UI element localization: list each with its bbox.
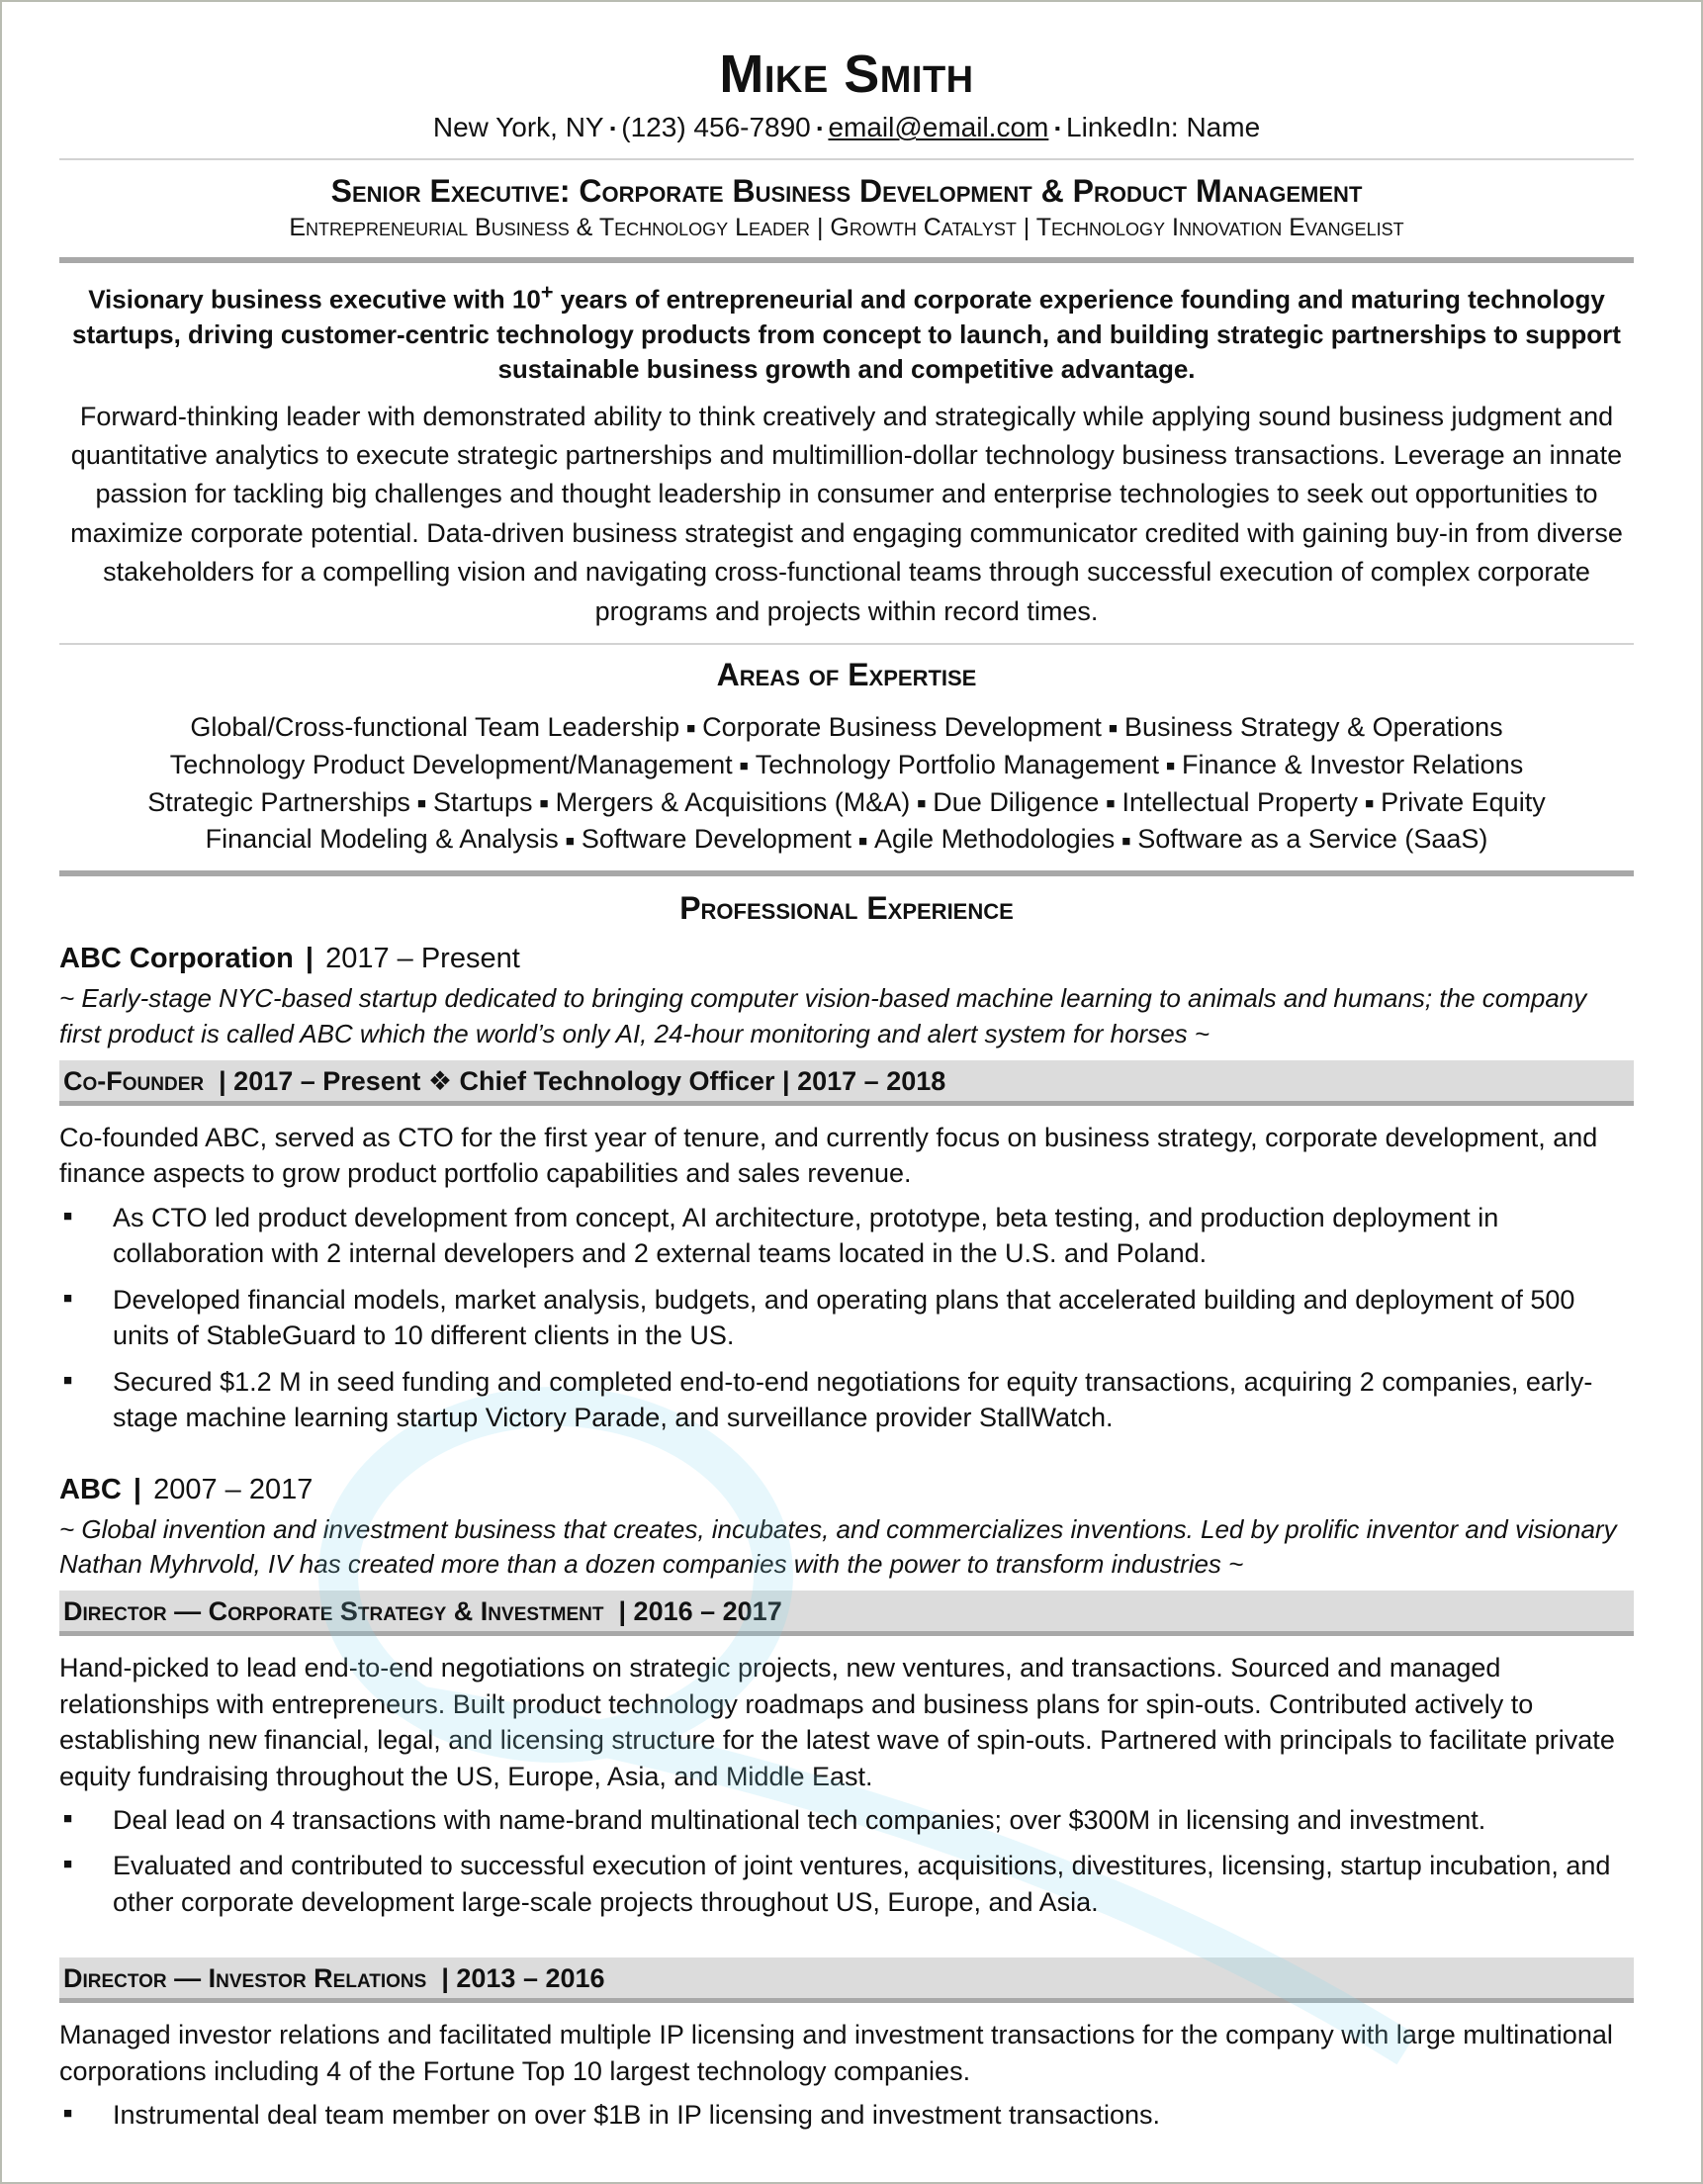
expertise-row (59, 821, 1634, 859)
expertise-item: Financial Modeling & Analysis (205, 824, 559, 855)
expertise-list (59, 709, 1634, 859)
summary-bold-post: years of entrepreneurial and corporate experience founding and maturing technology startups, driving customer-centric technology products from concept to launch, and building strategic partnerships to support sustainable business growth and competitive advantage. (72, 284, 1621, 385)
expertise-item: Startups (432, 786, 533, 817)
separator-square-icon: ■ (686, 720, 696, 738)
expertise-item: Finance & Investor Relations (1182, 749, 1524, 779)
expertise-row (59, 747, 1634, 784)
expertise-item: Private Equity (1381, 786, 1546, 817)
company-name: ABC Corporation (59, 943, 294, 975)
company-heading: ABC Corporation | 2017 – Present (59, 943, 520, 975)
list-item (59, 1364, 1634, 1436)
summary-bold (59, 277, 1634, 388)
contact-separator: ▪ (816, 120, 823, 137)
company-name: ABC (59, 1473, 122, 1505)
list-item (59, 2097, 1634, 2133)
summary-bold-sup: + (540, 278, 554, 304)
bullet-square-icon: ■ (63, 1371, 73, 1389)
headline: Senior Executive: Corporate Business Development & Product Management (330, 172, 1363, 209)
expertise-item: Agile Methodologies (874, 824, 1116, 855)
separator-square-icon: ■ (1108, 720, 1118, 738)
separator-square-icon: ■ (917, 795, 927, 813)
bullet-text: Evaluated and contributed to successful execution of joint ventures, acquisitions, divestitures, licensing, startup incubation, and other corporate development large-scale projects throughout US, Europe, and Asia. (113, 1851, 1611, 1917)
separator-square-icon: ■ (565, 832, 575, 850)
separator-square-icon: ■ (1365, 795, 1375, 813)
divider-thick (59, 257, 1634, 263)
expertise-item: Due Diligence (933, 786, 1100, 817)
separator-square-icon: ■ (539, 795, 549, 813)
list-item (59, 1802, 1634, 1838)
section-title-experience: Professional Experience (679, 890, 1014, 927)
bullet-text: Instrumental deal team member on over $1B in IP licensing and investment transactions. (113, 2100, 1161, 2131)
expertise-item: Technology Product Development/Management (169, 749, 733, 779)
role-bar (59, 1591, 1634, 1636)
role-paragraph: Hand-picked to lead end-to-end negotiations on strategic projects, new ventures, and transactions. Sourced and managed relationships with entrepreneurs. Built product technology roadmaps and business plans for spin-outs. Contributed actively to establishing new financial, legal, and licensing structure for the latest wave of spin-outs. Partnered with principals to facilitate private equity fundraising throughout the US, Europe, Asia, and Middle East. (59, 1653, 1615, 1791)
list-item (59, 1848, 1634, 1920)
separator-square-icon: ■ (1106, 795, 1116, 813)
company-description: ~ Early-stage NYC-based startup dedicated to bringing computer vision-based machine learning to animals and humans; the company first product is called ABC which the world’s only AI, 24-hour monitoring and alert system for horses ~ (59, 983, 1587, 1049)
contact-location: New York, NY (432, 112, 604, 143)
role-title: Co-Founder (63, 1066, 205, 1097)
expertise-item: Technology Portfolio Management (755, 749, 1159, 779)
contact-separator: ▪ (609, 120, 616, 137)
expertise-item: Global/Cross-functional Team Leadership (190, 712, 680, 743)
section-title-expertise: Areas of Expertise (716, 657, 977, 693)
contact-phone: (123) 456-7890 (621, 112, 811, 143)
bullet-text: As CTO led product development from concept, AI architecture, prototype, beta testing, and production deployment in collaboration with 2 internal developers and 2 external teams located in the U.S. and Poland. (113, 1202, 1499, 1269)
bullet-square-icon: ■ (63, 2105, 73, 2123)
separator-square-icon: ■ (857, 832, 868, 850)
separator-square-icon: ■ (1121, 832, 1131, 850)
bullet-text: Developed financial models, market analysis, budgets, and operating plans that accelerated building and deployment of 500 units of StableGuard to 10 different clients in the US. (113, 1284, 1575, 1351)
separator-square-icon: ■ (416, 795, 426, 813)
role-dates: | 2013 – 2016 (441, 1963, 605, 1994)
contact-line (59, 110, 1634, 145)
bullet-text: Secured $1.2 M in seed funding and completed end-to-end negotiations for equity transactions, acquiring 2 companies, early-stage machine learning startup Victory Parade, and surveillance provider StallWatch. (113, 1366, 1593, 1433)
role-dates: | 2017 – Present ❖ Chief Technology Officer | 2017 – 2018 (219, 1066, 946, 1097)
divider (59, 158, 1634, 160)
role-paragraph: Managed investor relations and facilitated multiple IP licensing and investment transactions for the company with large multinational corporations including 4 of the Fortune Top 10 largest technology companies. (59, 2020, 1613, 2086)
role-title: Director — Investor Relations (63, 1963, 427, 1994)
company-dates: 2007 – 2017 (153, 1473, 314, 1505)
summary-text: Forward-thinking leader with demonstrated ability to think creatively and strategically while applying sound business judgment and quantitative analytics to execute strategic partnerships and multimillion-dollar technology business transactions. Leverage an innate passion for tackling big challenges and thought leadership in consumer and enterprise technologies to seek out opportunities to maximize corporate potential. Data-driven business strategist and engaging communicator credited with gaining buy-in from diverse stakeholders for a compelling vision and navigating cross-functional teams through successful execution of complex corporate programs and projects within record times. (70, 401, 1623, 626)
bullet-list (59, 2097, 1634, 2133)
contact-email-link[interactable]: email@email.com (828, 112, 1049, 143)
bullet-square-icon: ■ (63, 1810, 73, 1828)
divider-thick (59, 870, 1634, 876)
bullet-list (59, 1200, 1634, 1436)
contact-separator: ▪ (1054, 120, 1061, 137)
expertise-item: Intellectual Property (1121, 786, 1359, 817)
company-heading: ABC | 2007 – 2017 (59, 1473, 314, 1505)
expertise-item: Strategic Partnerships (147, 786, 410, 817)
bullet-square-icon: ■ (63, 1856, 73, 1873)
candidate-name: Mike Smith (719, 45, 974, 104)
list-item (59, 1282, 1634, 1354)
role-bar (59, 1060, 1634, 1106)
bullet-square-icon: ■ (63, 1289, 73, 1307)
role-paragraph: Co-founded ABC, served as CTO for the first year of tenure, and currently focus on business strategy, corporate development, and finance aspects to grow product portfolio capabilities and sales revenue. (59, 1123, 1598, 1189)
role-dates: | 2016 – 2017 (618, 1596, 782, 1627)
expertise-item: Software Development (581, 824, 852, 855)
bullet-text: Deal lead on 4 transactions with name-brand multinational tech companies; over $300M in licensing and investment. (113, 1805, 1486, 1836)
expertise-item: Corporate Business Development (702, 712, 1102, 743)
expertise-row (59, 709, 1634, 747)
contact-linkedin: LinkedIn: Name (1066, 112, 1261, 143)
company-description: ~ Global invention and investment business that creates, incubates, and commercializes inventions. Led by prolific inventor and visionary Nathan Myhrvold, IV has created more than a dozen companies with the power to transform industries ~ (59, 1513, 1617, 1580)
expertise-item: Software as a Service (SaaS) (1137, 824, 1488, 855)
bullet-square-icon: ■ (63, 1207, 73, 1225)
subheadline: Entrepreneurial Business & Technology Leader | Growth Catalyst | Technology Innovation Evangelist (289, 214, 1404, 242)
role-title: Director — Corporate Strategy & Investment (63, 1596, 604, 1627)
summary-bold-pre: Visionary business executive with 10 (88, 284, 541, 315)
list-item (59, 1200, 1634, 1272)
role-bar (59, 1957, 1634, 2003)
divider (59, 643, 1634, 645)
expertise-item: Business Strategy & Operations (1123, 712, 1503, 743)
separator-square-icon: ■ (1165, 758, 1176, 775)
bullet-list (59, 1802, 1634, 1920)
expertise-item: Mergers & Acquisitions (M&A) (555, 786, 911, 817)
expertise-row (59, 784, 1634, 822)
separator-square-icon: ■ (739, 758, 749, 775)
company-dates: 2017 – Present (325, 943, 520, 975)
